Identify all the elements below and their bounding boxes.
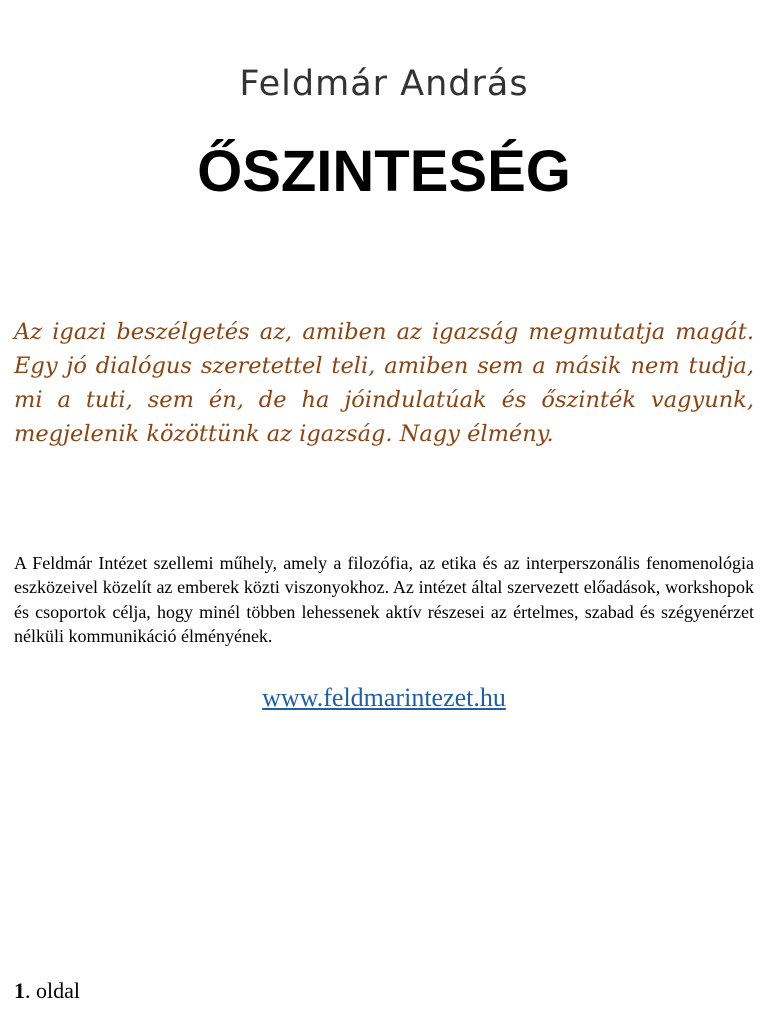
institute-description: A Feldmár Intézet szellemi műhely, amely a filozófia, az etika és az interperszonális fenomenológia eszközeivel közelít az emberek közti viszonyokhoz. Az intézet által szervezett előadások, workshopok és csoportok célja, hogy minél többen lehessenek aktív részesei az értelmes, szabad és szégyenérzet nélküli kommunikáció élményének.	[14, 553, 754, 647]
author-name: Feldmár András	[239, 64, 529, 104]
intro-quote: Az igazi beszélgetés az, amiben az igazság megmutatja magát. Egy jó dialógus szeretettel teli, amiben sem a másik nem tudja, mi a tuti, sem én, de ha jóindulatúak és őszinték vagyunk, megjelenik közöttünk az igazság. Nagy élmény.	[14, 319, 754, 447]
page-number-value: 1	[14, 978, 25, 1003]
page-number	[14, 978, 80, 1004]
document-title: ŐSZINTESÉG	[197, 139, 571, 204]
website-link[interactable]: www.feldmarintezet.hu	[262, 683, 506, 712]
page-number-suffix: . oldal	[25, 978, 80, 1003]
